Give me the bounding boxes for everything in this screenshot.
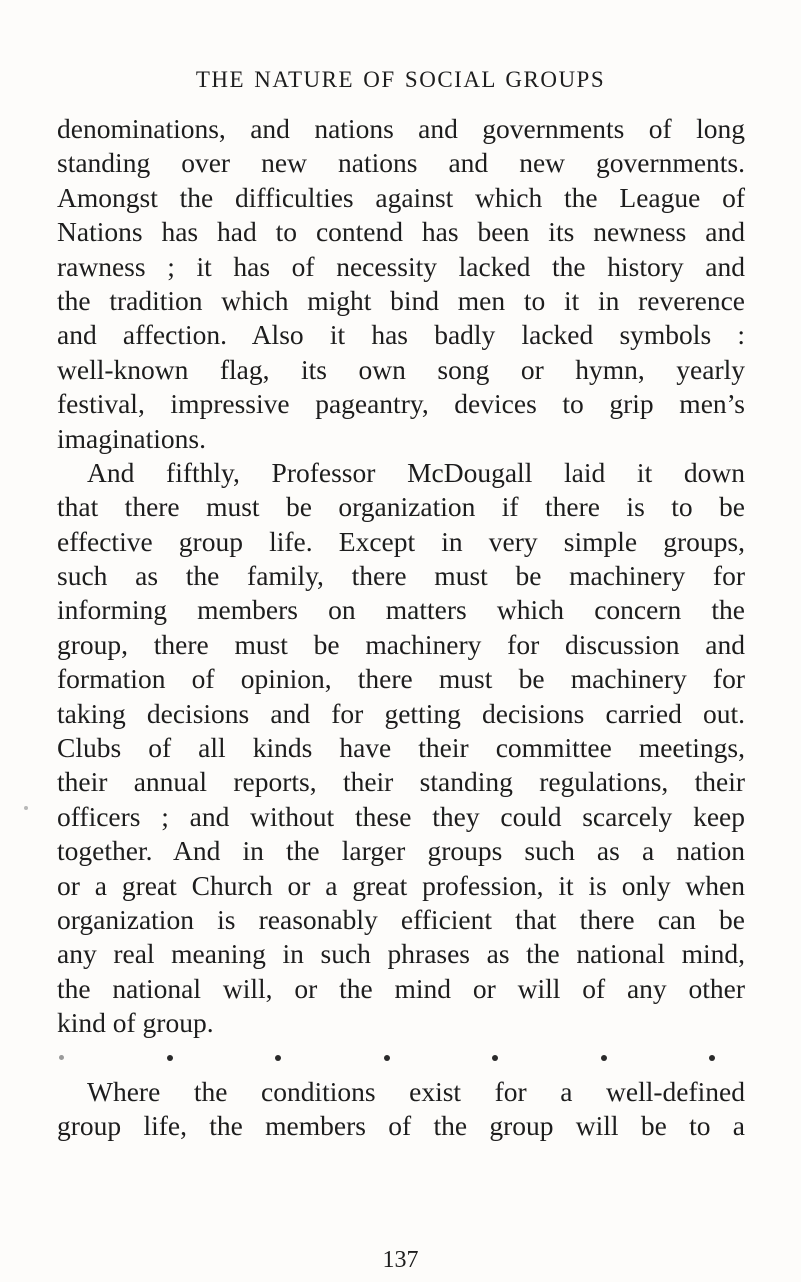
text-line: imaginations.	[57, 422, 206, 454]
text-line: denominations, and nations and governments of long	[57, 113, 745, 144]
running-head: THE NATURE OF SOCIAL GROUPS	[195, 67, 606, 92]
text-line: such as the family, there must be machinery for	[57, 560, 745, 592]
text-line: standing over new nations and new governments.	[57, 147, 745, 179]
text-line: rawness ; it has of necessity lacked the history and	[57, 250, 745, 282]
text-line: taking decisions and for getting decisions carried out.	[57, 697, 745, 729]
page-number: 137	[382, 1247, 419, 1273]
paragraph-start-line: And fifthly, Professor McDougall laid it down	[87, 456, 745, 488]
paragraph-start-line: Where the conditions exist for a well-defined	[87, 1075, 745, 1107]
text-line: kind of group.	[57, 1007, 214, 1039]
text-line: formation of opinion, there must be machinery for	[57, 663, 745, 695]
section-break-dot	[709, 1055, 715, 1061]
section-break-dot	[384, 1055, 390, 1061]
text-line: Amongst the difficulties against which the League of	[57, 181, 745, 213]
text-line: group, there must be machinery for discussion and	[57, 628, 745, 660]
text-line: any real meaning in such phrases as the national mind,	[57, 938, 745, 970]
margin-speck	[24, 806, 28, 810]
section-break-dot	[275, 1055, 281, 1061]
text-line: Clubs of all kinds have their committee meetings,	[57, 732, 745, 764]
text-line: informing members on matters which concern the	[57, 594, 745, 626]
text-line: group life, the members of the group will be to a	[57, 1110, 745, 1142]
text-line: that there must be organization if there is to be	[57, 491, 745, 523]
text-line: the tradition which might bind men to it in reverence	[57, 284, 745, 316]
text-line: officers ; and without these they could scarcely keep	[57, 800, 745, 832]
section-break-dot	[601, 1055, 607, 1061]
text-line: or a great Church or a great profession, it is only when	[57, 869, 745, 901]
text-line: well-known flag, its own song or hymn, yearly	[57, 353, 745, 385]
text-line: organization is reasonably efficient that there can be	[57, 903, 745, 935]
text-line: their annual reports, their standing regulations, their	[57, 766, 745, 798]
section-break-dot	[492, 1055, 498, 1061]
text-line: the national will, or the mind or will of any other	[57, 972, 745, 1004]
text-line: festival, impressive pageantry, devices to grip men’s	[57, 388, 745, 420]
text-line: Nations has had to contend has been its newness and	[57, 216, 745, 248]
text-line: together. And in the larger groups such as a nation	[57, 835, 745, 867]
text-line: effective group life. Except in very simple groups,	[57, 525, 745, 557]
section-break-dot	[59, 1055, 64, 1060]
section-break-dots	[57, 1041, 745, 1075]
section-break-dot	[167, 1055, 173, 1061]
body-text	[57, 112, 745, 1144]
text-line: and affection. Also it has badly lacked symbols :	[57, 319, 745, 351]
